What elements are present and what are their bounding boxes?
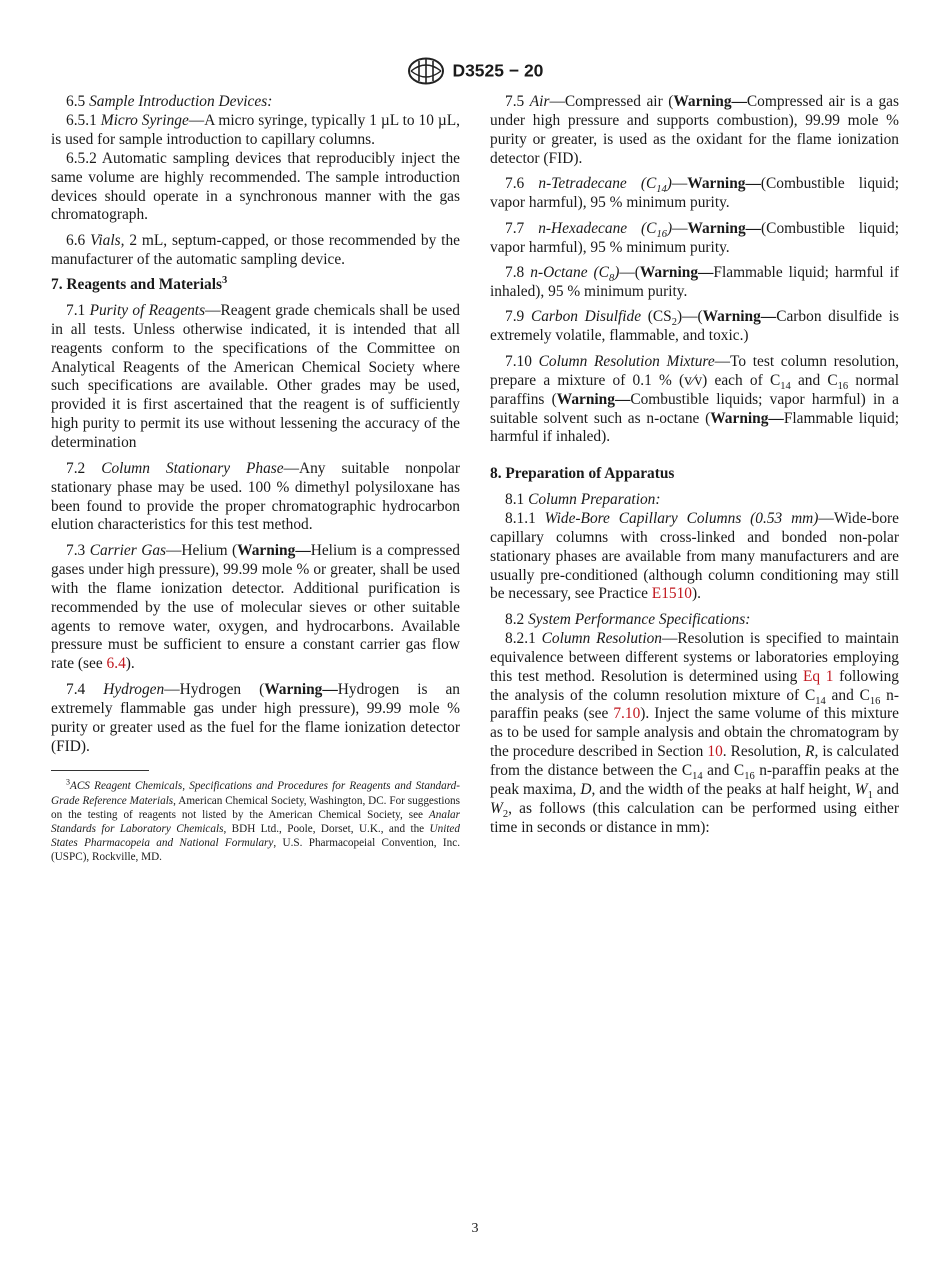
link-eq-1[interactable]: Eq 1	[802, 667, 834, 685]
para-6-5-2: 6.5.2 Automatic sampling devices that reproducibly inject the same volume are highly recommended. The sample introduction devices should operate in a synchronous manner with the gas chromatograph.	[51, 149, 460, 224]
para-7-8: 7.8 n-Octane $(C_8)—(Warning—Flammable$ liquid; harmful if inhaled), 95 % minimum purity.	[490, 264, 899, 300]
para-7-3: 7.3 Carrier Gas—Helium (Warning—Helium is a compressed gases under high pressure), 99.99 mole % or greater, shall be used with the flame ionization detector. Additional purification is recommended by the use of molecular sieves or other suitable agents to remove water, oxygen, and hydrocarbons. Available pressure must be sufficient to ensure a constant carrier gas flow rate (see 6.4).	[51, 541, 460, 673]
document-number: D3525 − 20	[452, 60, 544, 81]
para-7-10: 7.10 Column Resolution Mixture—To test column resolution, prepare a mixture of 0.1 % (v⁄v) each of $C_{14}$ and $C_{16}$ normal paraffins (Warning—Combustible liquids; vapor harmful) in a suitable solvent such as n-octane (Warning—Flammable liquid; harmful if inhaled).	[490, 352, 900, 446]
para-6-6: 6.6 Vials, 2 mL, septum-capped, or those recommended by the manufacturer of the automatic sampling device.	[51, 231, 460, 268]
link-7-10[interactable]: 7.10	[613, 705, 641, 723]
footnote-divider	[51, 770, 149, 771]
para-8-2: 8.2 System Performance Specifications:	[505, 610, 751, 628]
para-7-9: 7.9 Carbon Disulfide $(CS_2)—(Warning—Carbon$ disulfide is extremely volatile, flammable, and toxic.)	[490, 308, 899, 345]
link-e1510[interactable]: E1510	[651, 585, 692, 603]
para-7-5: 7.5 Air—Compressed air (Warning—Compressed air is a gas under high pressure and supports combustion), 99.99 mole % purity or greater, is used as the oxidant for the flame ionization detector (FID).	[490, 93, 899, 167]
link-6-4[interactable]: 6.4	[106, 655, 126, 673]
para-6-5-1: 6.5.1 Micro Syringe—A micro syringe, typically 1 µL to 10 µL, is used for sample introduction to capillary columns.	[51, 111, 460, 148]
para-7-2: 7.2 Column Stationary Phase—Any suitable nonpolar stationary phase may be used. 100 % dimethyl polysiloxane has been found to provide the proper chromatographic hydrocarbon elution characteristics for this test method.	[51, 459, 460, 534]
section-7-heading: 7. Reagents and Materials$^3$	[51, 275, 228, 294]
astm-logo-icon	[407, 57, 445, 85]
para-7-6: 7.6 n-Tetradecane $(C_{14})—Warning—(Combustible$ liquid; vapor harmful), 95 % minimum purity.	[490, 175, 899, 212]
link-section-10[interactable]: 10	[707, 743, 723, 761]
para-7-1: 7.1 Purity of Reagents—Reagent grade chemicals shall be used in all tests. Unless otherwise indicated, it is intended that all reagents conform to the specifications of the Committee on Analytical Reagents of the American Chemical Society where such specifications are available. Other grades may be used, provided it is first ascertained that the reagent is of sufficiently high purity to permit its use without lessening the accuracy of the determination	[51, 301, 460, 452]
left-column	[51, 93, 460, 864]
para-8-2-1: 8.2.1 Column Resolution—Resolution is specified to maintain equivalence between different systems or laboratories employing this test method. Resolution is determined using Eq 1 following the analysis of the column resolution mixture of $C_{14}$ and $C_{16}$ n-paraffin peaks (see 7.10). Inject the same volume of this mixture as to be used for sample analysis and obtain the chromatogram by the procedure described in Section 10. Resolution, R, is calculated from the distance between the $C_{14}$ and $C_{16}$ n-paraffin peaks at the peak maxima, D, and the width of the peaks at half height, $W_1$ and $W_2$, as follows (this calculation can be performed using either time in seconds or distance in mm):	[490, 629, 900, 836]
para-8-1: 8.1 Column Preparation:	[505, 490, 661, 508]
para-8-1-1: 8.1.1 Wide-Bore Capillary Columns (0.53 mm)—Wide-bore capillary columns with cross-linked and bonded non-polar stationary phases are available from many manufacturers and are usually pre-conditioned (although column conditioning may still be necessary, see Practice E1510).	[490, 509, 899, 603]
right-column	[490, 93, 899, 838]
section-8-heading: 8. Preparation of Apparatus	[490, 465, 675, 483]
page-header	[0, 57, 950, 85]
footnote-3: $^3$ACS Reagent Chemicals, Specifications and Procedures for Reagents and Standard-Grade Reference Materials, American Chemical Society, Washington, DC. For suggestions on the testing of reagents not listed by the American Chemical Society, see Analar Standards for Laboratory Chemicals, BDH Ltd., Poole, Dorset, U.K., and the United States Pharmacopeia and National Formulary, U.S. Pharmacopeial Convention, Inc. (USPC), Rockville, MD.	[51, 777, 460, 863]
para-7-7: 7.7 n-Hexadecane $(C_{16})—Warning—(Combustible$ liquid; vapor harmful), 95 % minimum purity.	[490, 219, 899, 256]
page-number: 3	[471, 1221, 479, 1236]
para-7-4: 7.4 Hydrogen—Hydrogen (Warning—Hydrogen is an extremely flammable gas under high pressure), 99.99 mole % purity or greater used as the fuel for the flame ionization detector (FID).	[51, 680, 460, 755]
para-6-5: 6.5 Sample Introduction Devices:	[66, 93, 273, 110]
